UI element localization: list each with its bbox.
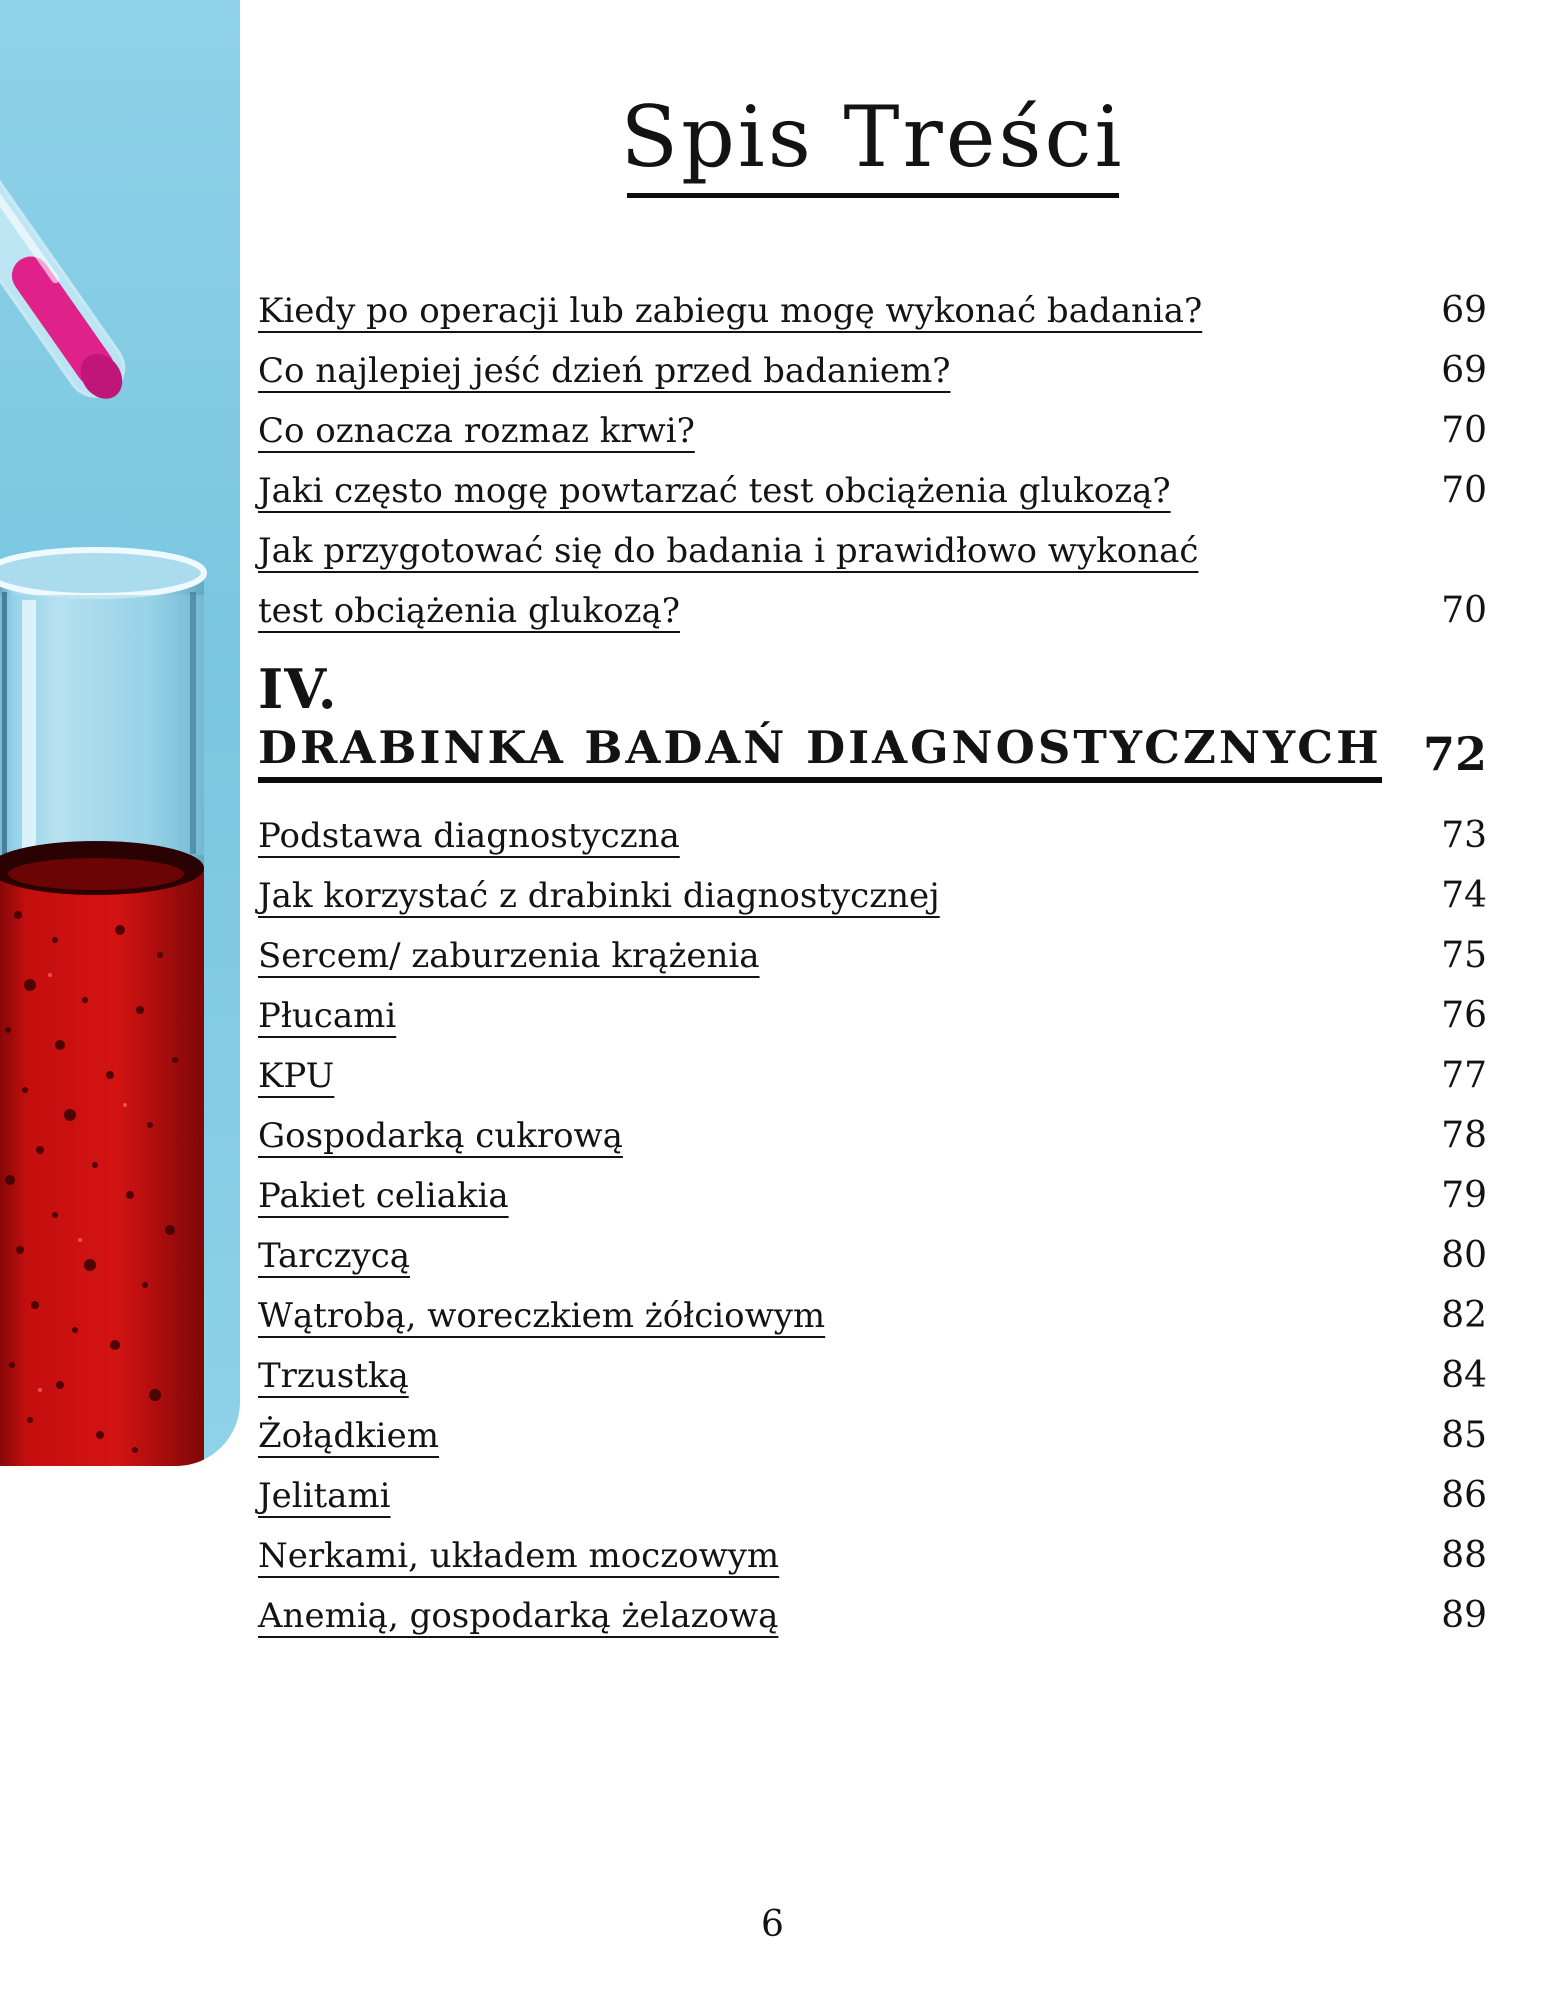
toc-entry-label[interactable]: Kiedy po operacji lub zabiegu mogę wykonać badania? xyxy=(258,291,1203,331)
title-underline xyxy=(627,193,1119,198)
toc-entry xyxy=(258,281,1487,341)
toc-entry-page: 70 xyxy=(1441,590,1487,631)
toc-entry-label[interactable]: Wątrobą, woreczkiem żółciowym xyxy=(258,1296,826,1336)
toc-entry xyxy=(258,926,1487,986)
toc-entry-label[interactable]: Jak korzystać z drabinki diagnostycznej xyxy=(258,876,940,916)
toc-entry xyxy=(258,806,1487,866)
toc-entry-page: 69 xyxy=(1441,350,1487,391)
toc-entry xyxy=(258,1166,1487,1226)
toc-entry xyxy=(258,1586,1487,1646)
toc-entry-label[interactable]: Jaki często mogę powtarzać test obciążenia glukozą? xyxy=(258,471,1171,511)
toc-entry-label[interactable]: Jelitami xyxy=(258,1476,391,1516)
toc-entry-label[interactable]: Żołądkiem xyxy=(258,1416,439,1456)
toc-entry-label[interactable]: Anemią, gospodarką żelazową xyxy=(258,1596,779,1636)
toc-top-list xyxy=(258,281,1487,641)
toc-entry-page: 80 xyxy=(1441,1235,1487,1276)
toc-entry-page: 85 xyxy=(1441,1415,1487,1456)
toc-entry xyxy=(258,341,1487,401)
toc-entry-page: 73 xyxy=(1441,815,1487,856)
toc-entry xyxy=(258,581,1487,641)
toc-entry-page: 84 xyxy=(1441,1355,1487,1396)
toc-entry-label[interactable]: Pakiet celiakia xyxy=(258,1176,509,1216)
toc-entry xyxy=(258,1346,1487,1406)
lab-image xyxy=(0,0,240,1466)
toc-entry-page: 70 xyxy=(1441,470,1487,511)
toc-content xyxy=(258,0,1487,2000)
section-heading[interactable]: DRABINKA BADAŃ DIAGNOSTYCZNYCH xyxy=(258,725,1382,783)
toc-entry-page: 89 xyxy=(1441,1595,1487,1636)
section-heading-page: 72 xyxy=(1422,727,1487,781)
toc-entry-label[interactable]: Płucami xyxy=(258,996,397,1036)
lab-image-illustration xyxy=(0,0,240,1466)
toc-entry-page: 88 xyxy=(1441,1535,1487,1576)
toc-entry xyxy=(258,866,1487,926)
toc-entry xyxy=(258,1526,1487,1586)
toc-entry xyxy=(258,401,1487,461)
toc-entry-label[interactable]: Co oznacza rozmaz krwi? xyxy=(258,411,695,451)
toc-entry-page: 69 xyxy=(1441,290,1487,331)
toc-entry xyxy=(258,1106,1487,1166)
toc-entry-label[interactable]: Sercem/ zaburzenia krążenia xyxy=(258,936,760,976)
test-tube-illustration xyxy=(0,550,204,1466)
toc-entry-label[interactable]: Jak przygotować się do badania i prawidłowo wykonać xyxy=(258,531,1199,571)
toc-entry xyxy=(258,461,1487,521)
page-title: Spis Treści xyxy=(620,88,1125,186)
toc-entry-label[interactable]: Gospodarką cukrową xyxy=(258,1116,623,1156)
toc-entry xyxy=(258,986,1487,1046)
toc-entry xyxy=(258,1046,1487,1106)
toc-entry-page: 76 xyxy=(1441,995,1487,1036)
section-numeral: IV. xyxy=(258,657,338,721)
toc-entry xyxy=(258,1406,1487,1466)
toc-entry xyxy=(258,1226,1487,1286)
toc-entry xyxy=(258,1466,1487,1526)
section-heading-row xyxy=(258,722,1487,786)
toc-entry-page: 79 xyxy=(1441,1175,1487,1216)
toc-entry-page: 74 xyxy=(1441,875,1487,916)
toc-entry-label[interactable]: Trzustką xyxy=(258,1356,409,1396)
toc-entry-label[interactable]: KPU xyxy=(258,1056,335,1096)
toc-entry-page: 78 xyxy=(1441,1115,1487,1156)
toc-entry-label[interactable]: Nerkami, układem moczowym xyxy=(258,1536,780,1576)
toc-section-list xyxy=(258,806,1487,1646)
toc-entry-label[interactable]: Podstawa diagnostyczna xyxy=(258,816,680,856)
toc-entry-page: 75 xyxy=(1441,935,1487,976)
toc-entry xyxy=(258,521,1487,581)
toc-entry-page: 77 xyxy=(1441,1055,1487,1096)
footer-page-number: 6 xyxy=(761,1904,784,1945)
toc-entry-label[interactable]: Co najlepiej jeść dzień przed badaniem? xyxy=(258,351,951,391)
toc-entry-label[interactable]: test obciążenia glukozą? xyxy=(258,591,681,631)
toc-entry-page: 82 xyxy=(1441,1295,1487,1336)
toc-entry-page: 86 xyxy=(1441,1475,1487,1516)
toc-entry-page: 70 xyxy=(1441,410,1487,451)
toc-entry xyxy=(258,1286,1487,1346)
toc-entry-label[interactable]: Tarczycą xyxy=(258,1236,411,1276)
